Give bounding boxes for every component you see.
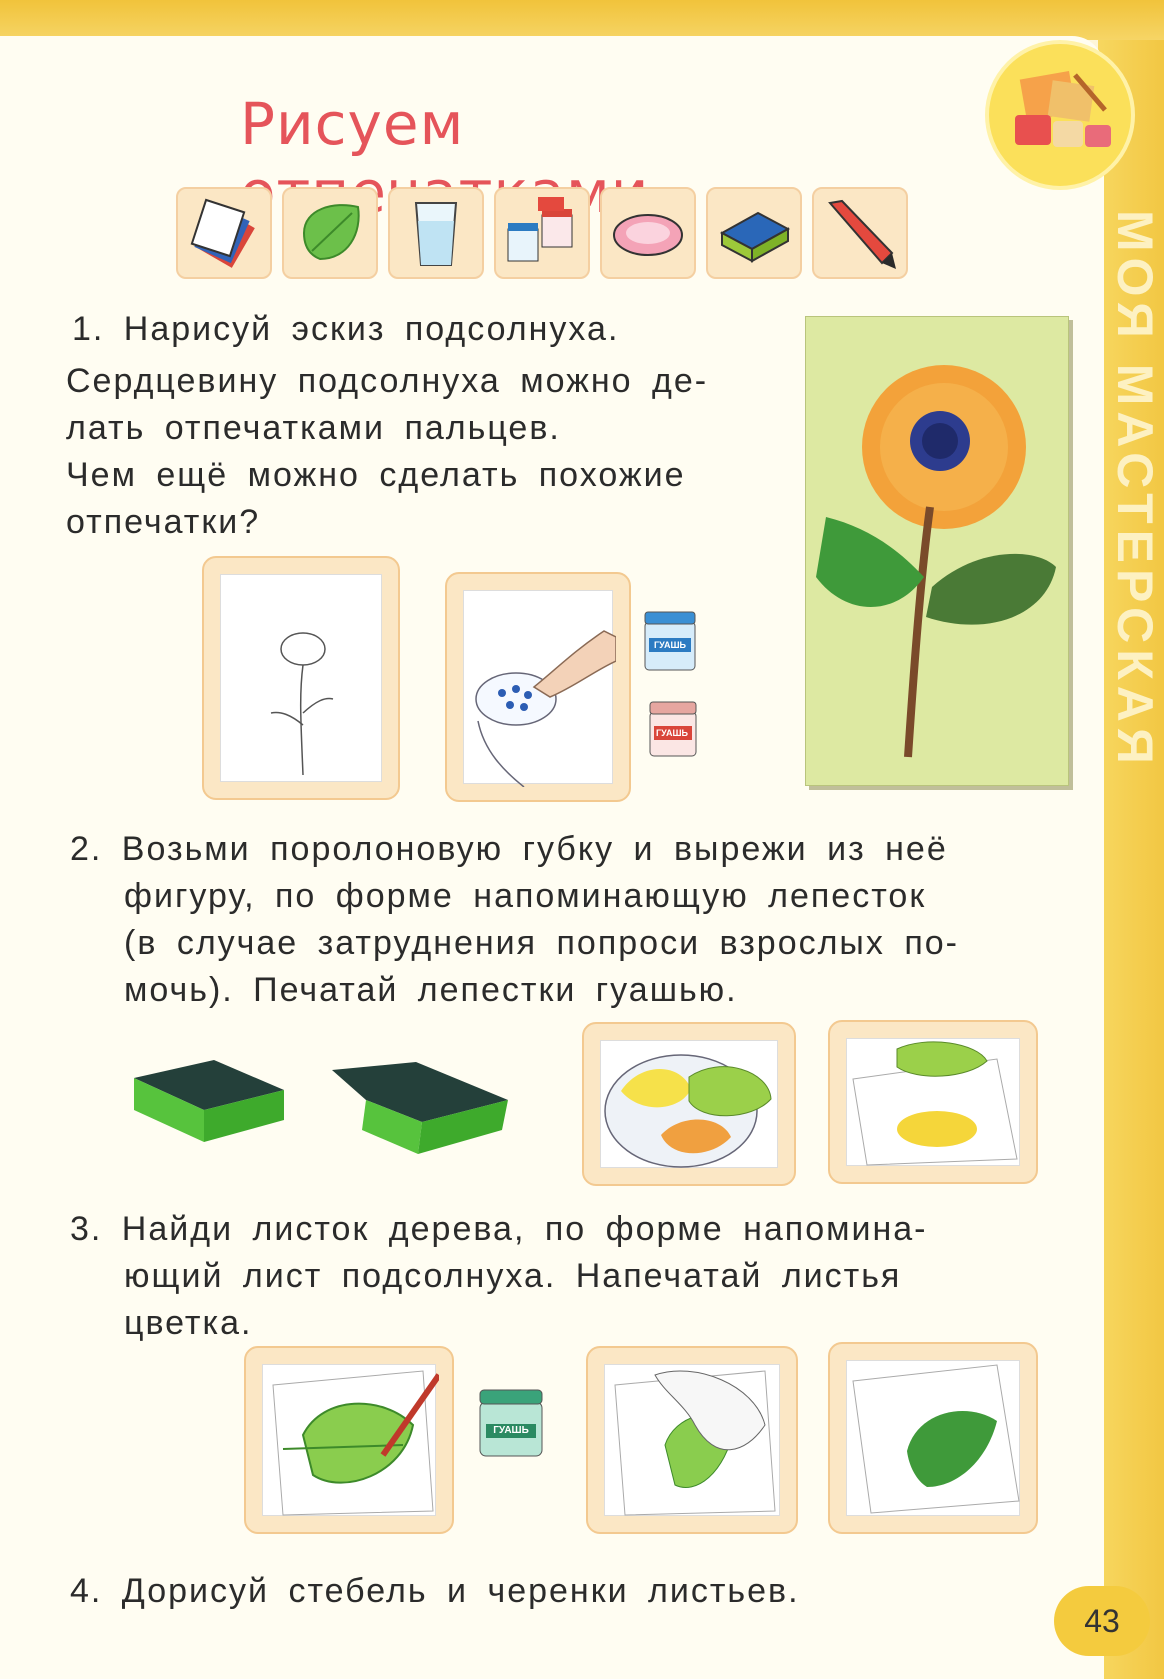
leaf-painting-illustration (244, 1346, 454, 1534)
gouache-jars-icon (494, 187, 590, 279)
page-title: Рисуем (240, 90, 465, 158)
step-1-text-line: Сердцевину подсолнуха можно де- (66, 362, 709, 400)
step-2-line: фигуру, по форме напоминающую лепесток (124, 877, 927, 915)
red-jar-label: ГУАШЬ (655, 728, 689, 738)
step-1-text-line: отпечатки? (66, 503, 261, 541)
step-2-line: (в случае затруднения попроси взрослых по- (124, 924, 959, 962)
workshop-badge-icon (985, 40, 1135, 190)
paper-sheets-icon (176, 187, 272, 279)
sunflower-artwork-image (805, 316, 1069, 786)
sketch-illustration (202, 556, 400, 800)
step-2-line: 2. Возьми поролоновую губку и вырежи из неё (70, 830, 948, 868)
sponge-print-illustration (828, 1020, 1038, 1184)
cut-sponge-photo-image (326, 1050, 518, 1160)
green-jar-label: ГУАШЬ (493, 1425, 529, 1436)
step-2-line: мочь). Печатай лепестки гуашью. (124, 971, 738, 1009)
leaf-print-result-illustration (828, 1342, 1038, 1534)
leaf-pressing-illustration (586, 1346, 798, 1534)
palette-dish-icon (600, 187, 696, 279)
step-1-title: 1. Нарисуй эскиз подсолнуха. (72, 310, 620, 348)
top-band (0, 0, 1164, 40)
pencil-icon (812, 187, 908, 279)
leaf-icon (282, 187, 378, 279)
sponge-photo-image (124, 1050, 292, 1160)
water-glass-icon (388, 187, 484, 279)
page-number: 43 (1054, 1586, 1150, 1656)
step-1-text-line: Чем ещё можно сделать похожие (66, 456, 686, 494)
step-3-line: цветка. (124, 1304, 253, 1342)
step-3-line: 3. Найди листок дерева, по форме напомина- (70, 1210, 928, 1248)
materials-row (176, 187, 908, 277)
green-gouache-jar-icon (478, 1388, 544, 1458)
step-4-line: 4. Дорисуй стебель и черенки листьев. (70, 1572, 800, 1610)
step-3-line: ющий лист подсолнуха. Напечатай листья (124, 1257, 902, 1295)
blue-jar-label: ГУАШЬ (653, 640, 687, 650)
step-1-text-line: лать отпечатками пальцев. (66, 409, 561, 447)
paint-plate-illustration (582, 1022, 796, 1186)
fingerprint-illustration (445, 572, 631, 802)
sponge-icon (706, 187, 802, 279)
side-section-title: МОЯ МАСТЕРСКАЯ (1107, 210, 1163, 770)
